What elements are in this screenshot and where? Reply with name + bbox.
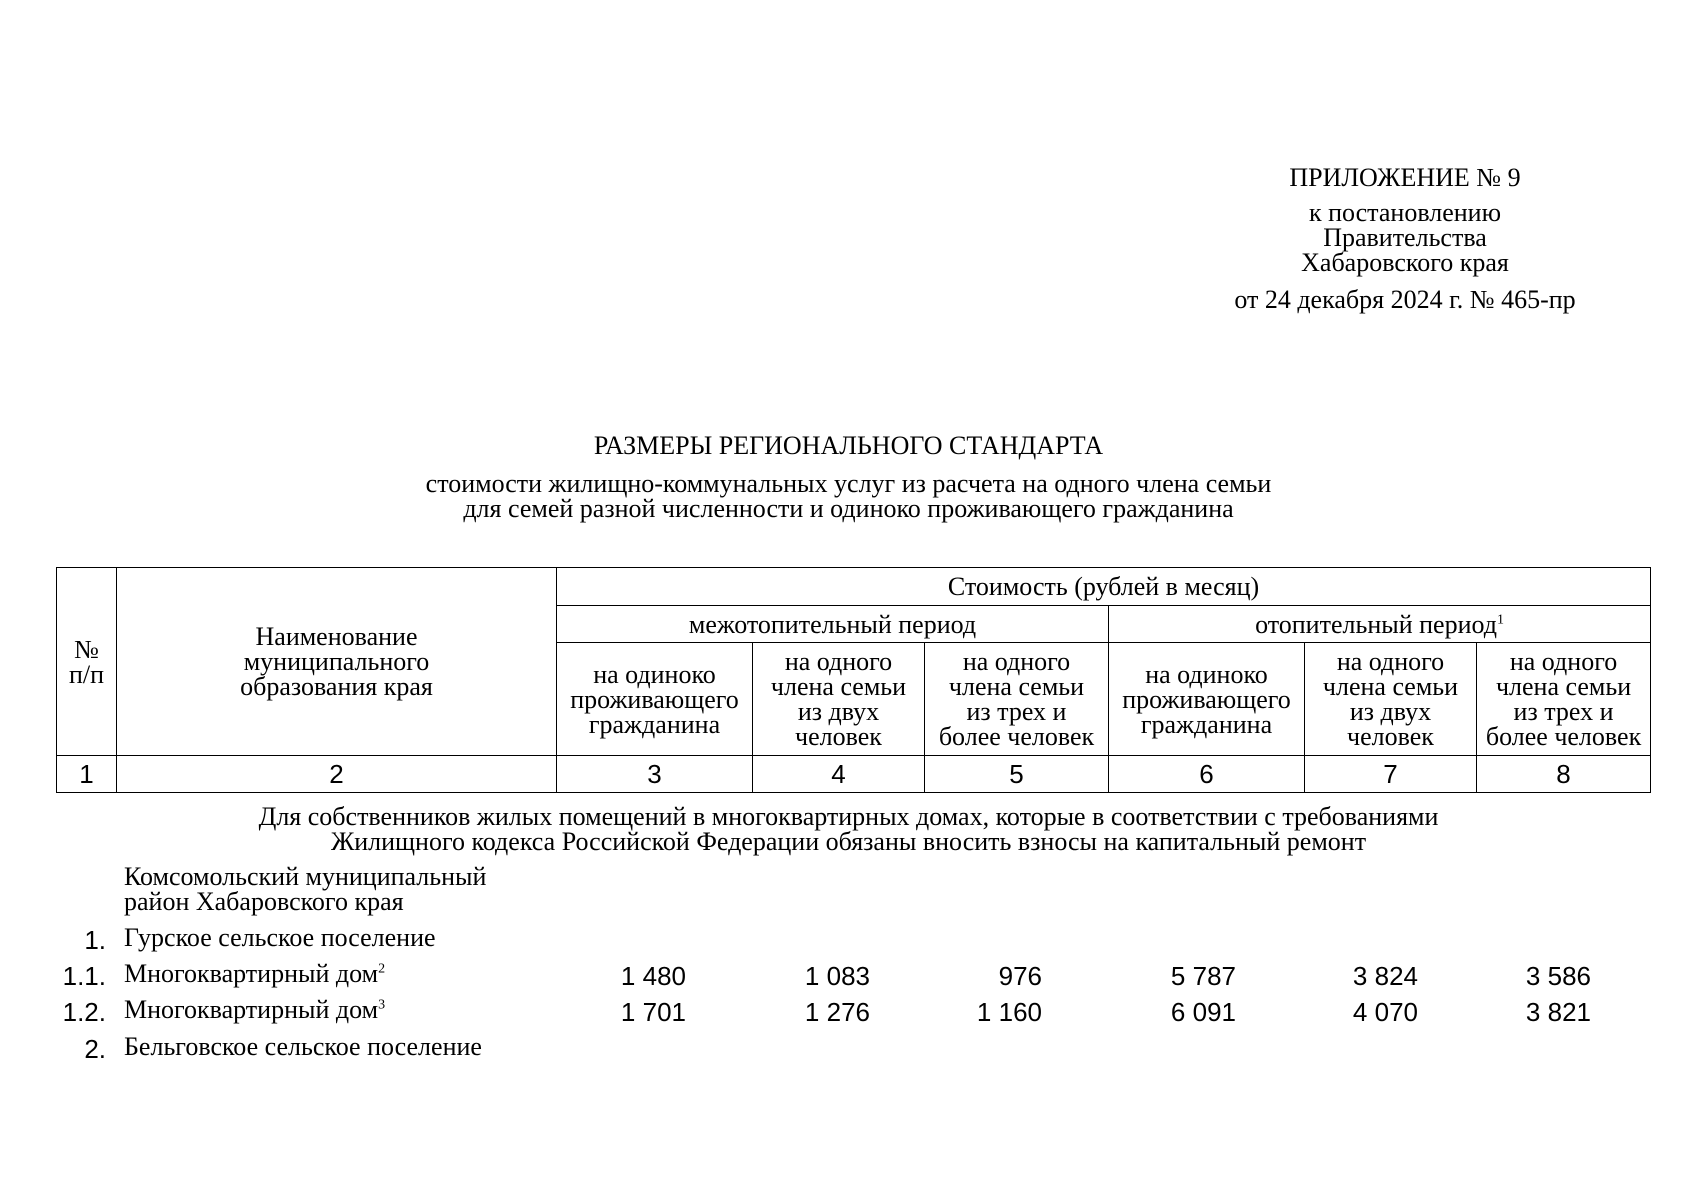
sub-header-single: на одиноко проживающего гражданина <box>557 643 753 756</box>
section-heading <box>0 804 1697 854</box>
sub-header-two: на одного члена семьи из двух человек <box>1305 643 1477 756</box>
annex-title: ПРИЛОЖЕНИЕ № 9 <box>1289 163 1521 192</box>
table-row <box>0 997 1697 1027</box>
annex-block <box>1210 165 1600 312</box>
col-header-number: № п/п <box>57 568 117 756</box>
subtitle-line-2: для семей разной численности и одиноко проживающего гражданина <box>463 494 1234 523</box>
value-cell: 3 821 <box>1525 997 1591 1027</box>
annex-date: от 24 декабря 2024 г. № 465-пр <box>1234 285 1576 314</box>
row-name: Многоквартирный дом$^2$ <box>124 959 386 988</box>
column-number: 1 <box>57 756 117 793</box>
row-name: Гурское сельское поселение <box>124 923 436 952</box>
row-number: 1. <box>84 925 106 955</box>
table-row <box>0 864 1697 916</box>
footnote-marker: 2 <box>378 961 386 977</box>
row-number: 2. <box>84 1034 106 1064</box>
column-number: 7 <box>1305 756 1477 793</box>
table-row <box>0 925 1697 955</box>
value-cell: 1 160 <box>976 997 1042 1027</box>
value-cell: 3 824 <box>1352 961 1418 991</box>
column-number: 5 <box>925 756 1109 793</box>
column-number: 4 <box>753 756 925 793</box>
table-row <box>0 1034 1697 1064</box>
footnote-marker: 3 <box>378 997 386 1013</box>
subtitle-line-1: стоимости жилищно-коммунальных услуг из расчета на одного члена семьи <box>425 469 1272 498</box>
row-name: Бельговское сельское поселение <box>124 1032 482 1061</box>
value-cell: 1 276 <box>804 997 870 1027</box>
sub-header-single: на одиноко проживающего гражданина <box>1109 643 1305 756</box>
cost-header: Стоимость (рублей в месяц) <box>557 568 1651 606</box>
footnote-marker: 1 <box>1496 611 1504 627</box>
document-subtitle <box>0 471 1697 521</box>
sub-header-three: на одного члена семьи из трех и более человек <box>1477 643 1651 756</box>
value-cell: 5 787 <box>1170 961 1236 991</box>
value-cell: 976 <box>998 961 1042 991</box>
header-table <box>56 567 1651 793</box>
value-cell: 1 083 <box>804 961 870 991</box>
value-cell: 1 480 <box>620 961 686 991</box>
period-heating-header: отопительный период$^1$ <box>1109 606 1651 643</box>
annex-line-1: к постановлению <box>1308 198 1502 227</box>
row-number: 1.1. <box>62 961 106 991</box>
row-name: Комсомольский муниципальный район Хабаровского края <box>124 862 487 916</box>
annex-line-3: Хабаровского края <box>1301 248 1509 277</box>
row-name: Многоквартирный дом$^3$ <box>124 995 386 1024</box>
section-line-1: Для собственников жилых помещений в многоквартирных домах, которые в соответствии с требованиями <box>258 802 1439 831</box>
table-row <box>0 961 1697 991</box>
column-number: 2 <box>117 756 557 793</box>
value-cell: 4 070 <box>1352 997 1418 1027</box>
annex-line-2: Правительства <box>1323 223 1487 252</box>
sub-header-three: на одного члена семьи из трех и более человек <box>925 643 1109 756</box>
row-number: 1.2. <box>62 997 106 1027</box>
col-header-name: Наименование муниципального образования края <box>117 568 557 756</box>
value-cell: 6 091 <box>1170 997 1236 1027</box>
period-inter-header: межотопительный период <box>557 606 1109 643</box>
value-cell: 3 586 <box>1525 961 1591 991</box>
column-number: 8 <box>1477 756 1651 793</box>
sub-header-two: на одного члена семьи из двух человек <box>753 643 925 756</box>
document-title: РАЗМЕРЫ РЕГИОНАЛЬНОГО СТАНДАРТА <box>593 431 1104 460</box>
column-number: 3 <box>557 756 753 793</box>
column-number: 6 <box>1109 756 1305 793</box>
value-cell: 1 701 <box>620 997 686 1027</box>
section-line-2: Жилищного кодекса Российской Федерации обязаны вносить взносы на капитальный ремонт <box>330 827 1367 856</box>
